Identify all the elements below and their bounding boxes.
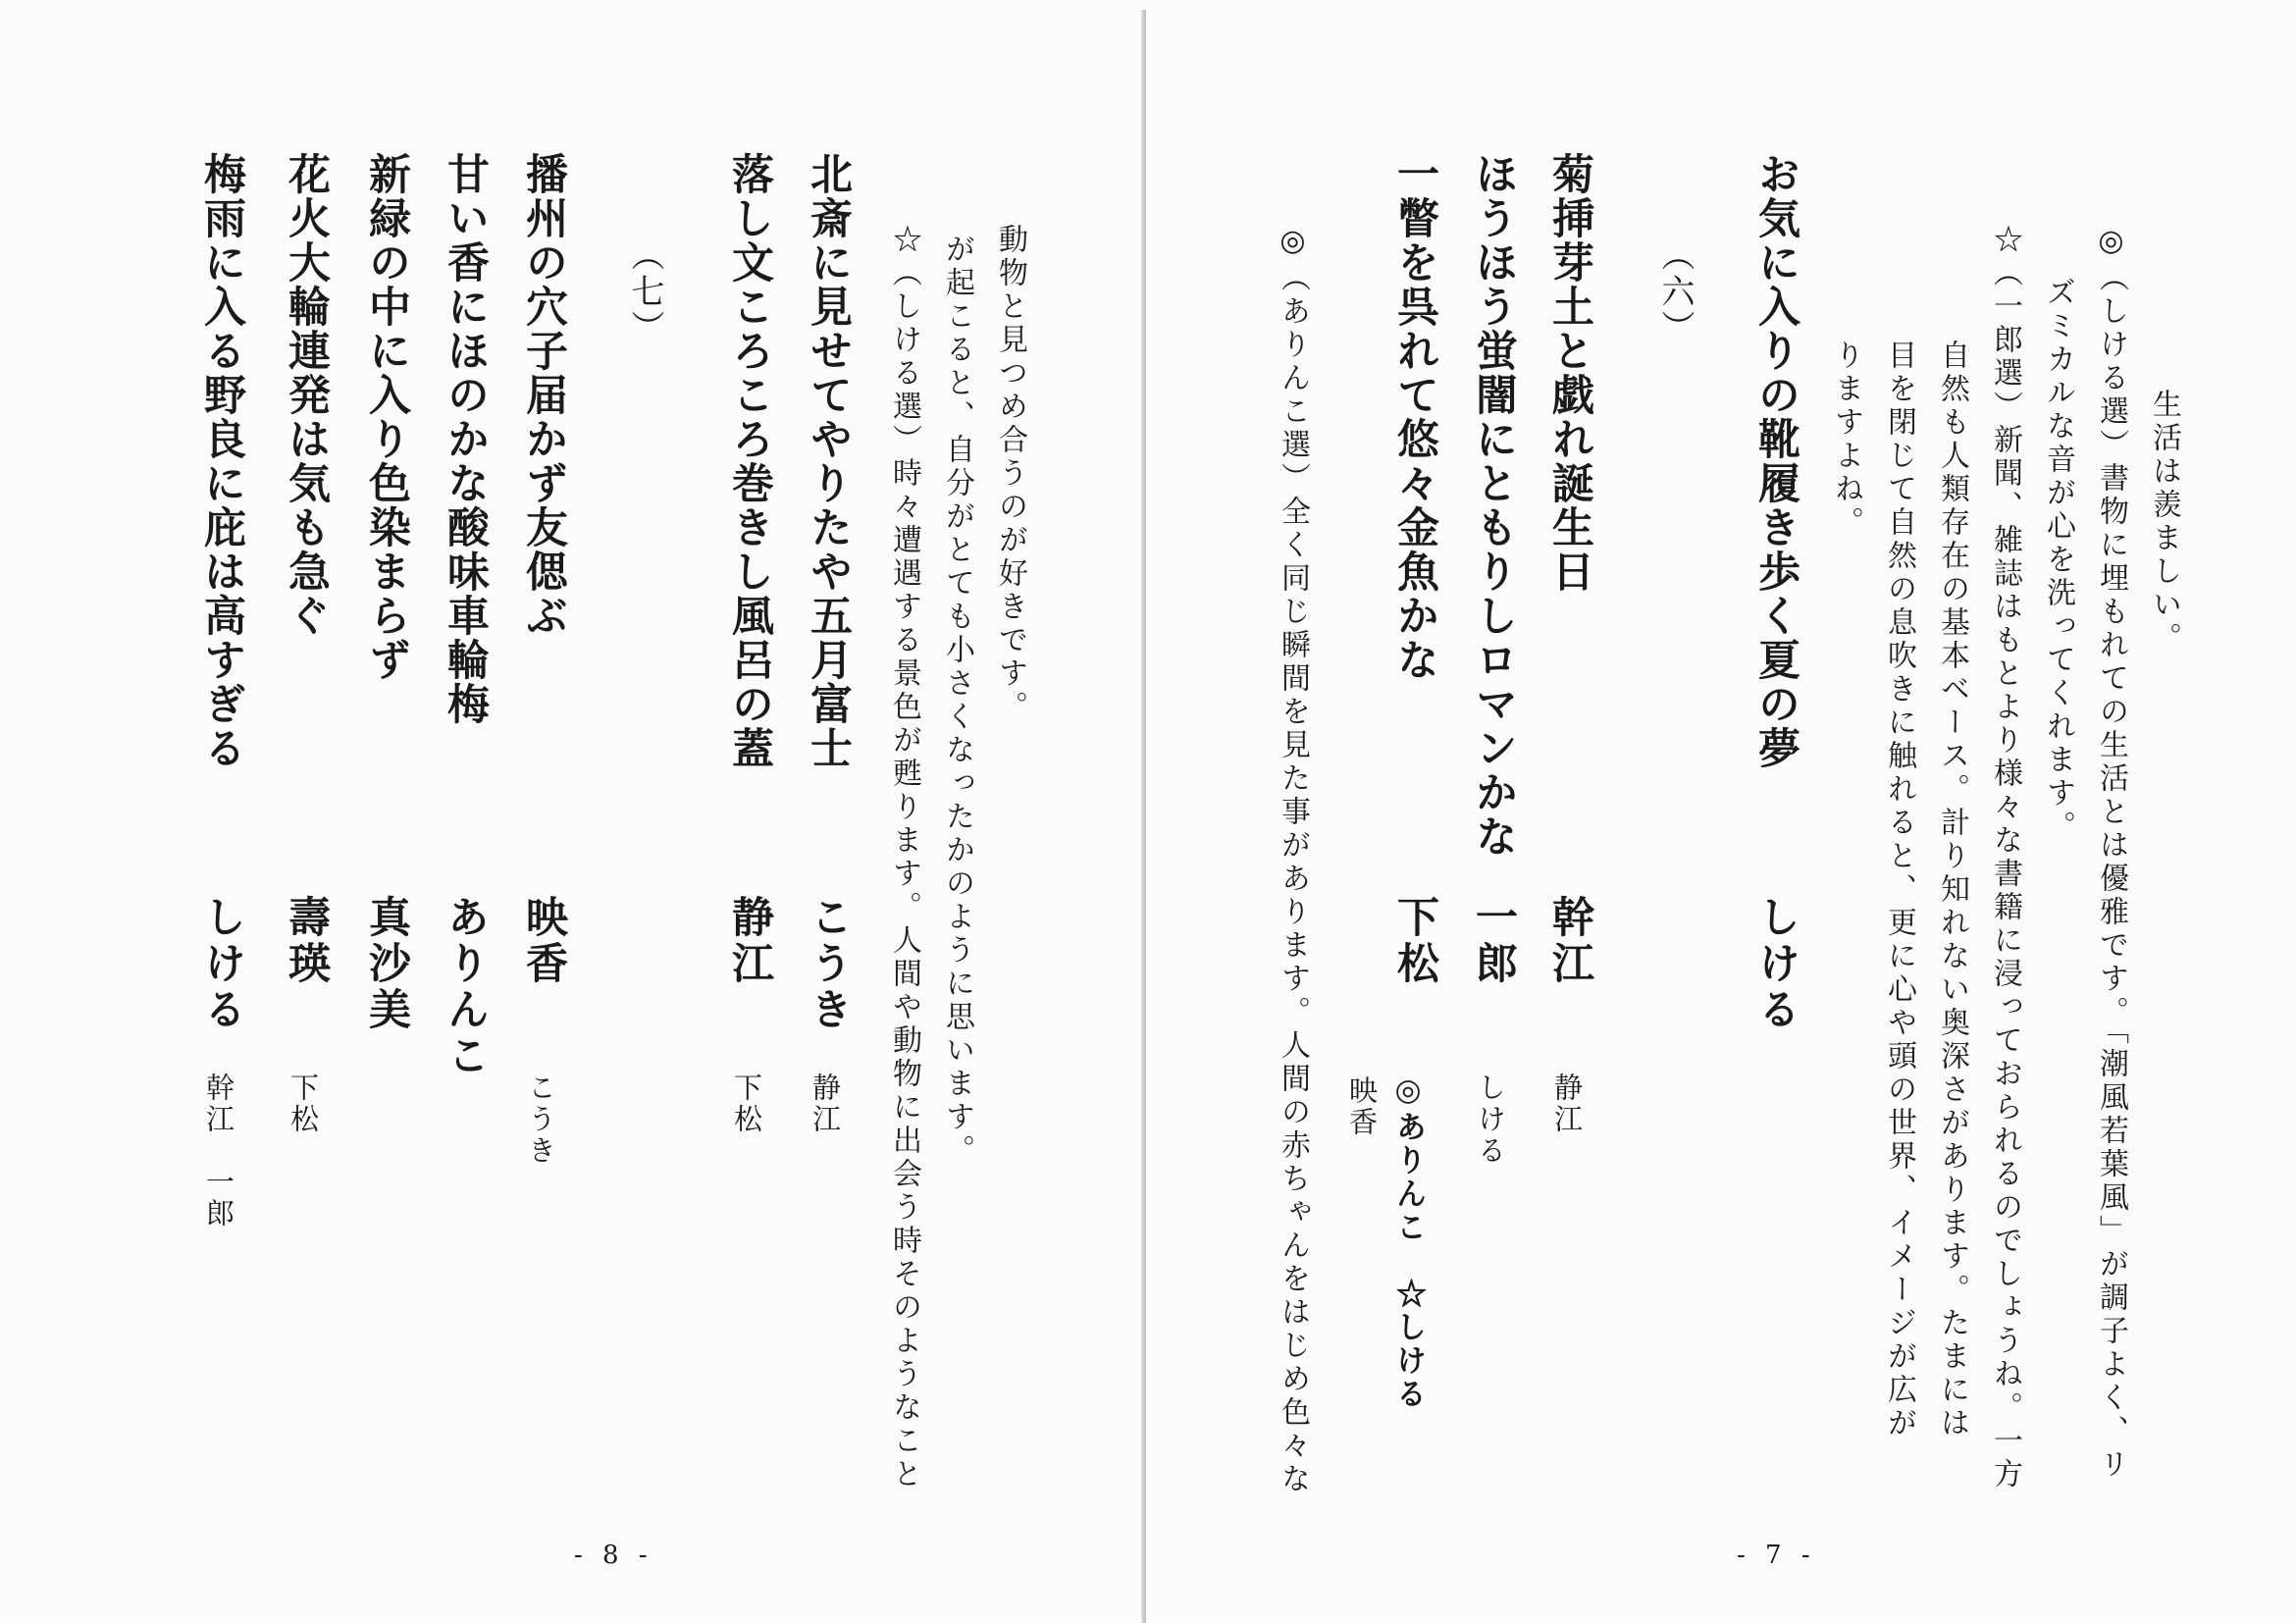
haiku-text: 落し文ころころ巻きし風呂の蓋 [725, 152, 774, 770]
comment-line: 動物と見つめ合うのが好きです。 [993, 224, 1027, 724]
featured-poet: しける [1751, 895, 1800, 1033]
poet-name: 壽瑛 [282, 895, 331, 987]
featured-haiku: お気に入りの靴履き歩く夏の夢 [1751, 152, 1800, 770]
comment-line: ズミカルな音が心を洗ってくれます。 [2041, 277, 2075, 844]
poet-name: 幹江 [1545, 895, 1594, 987]
selector-names: 静江 [1550, 1073, 1584, 1135]
selector-names: 下松 [287, 1073, 320, 1135]
selector-names: 幹江 一郎 [202, 1073, 235, 1230]
comment-line: 目を閉じて自然の息吹きに触れると、更に心や頭の世界、イメージが広が [1882, 340, 1916, 1440]
poet-name: こうき [804, 895, 853, 1033]
haiku-text: ほうほう蛍闇にともりしロマンかな [1469, 152, 1518, 859]
selector-names: こうき [524, 1073, 557, 1167]
poet-name: 静江 [725, 895, 774, 987]
selector-names: しける [1474, 1073, 1507, 1167]
haiku-text: 播州の穴子届かず友偲ぶ [519, 152, 568, 638]
comment-line: りますよね。 [1829, 340, 1863, 540]
poet-name: 一郎 [1469, 895, 1518, 987]
page-8 [0, 0, 1146, 1623]
page-number: - 8 - [574, 1541, 653, 1570]
comment-head: ◎（ありんこ選）全く同じ瞬間を見た事があります。人間の赤ちゃんをはじめ色々な [1276, 224, 1310, 1496]
haiku-text: 梅雨に入る野良に庇は高すぎる [197, 152, 246, 770]
selector-names: 下松 [730, 1073, 763, 1135]
page-7 [1146, 0, 2296, 1623]
selector-names: 映香 [1345, 1075, 1379, 1138]
poet-name: ありんこ [441, 895, 490, 1079]
poet-name: しける [197, 895, 246, 1033]
section-label: （六） [1655, 237, 1695, 346]
selector-names: 静江 [809, 1073, 842, 1135]
poet-name: 映香 [519, 895, 568, 987]
comment-line: が起こると、自分がとても小さくなったかのように思います。 [940, 234, 974, 1168]
comment-line: 自然も人類存在の基本ベース。計り知れない奥深さがあります。たまには [1935, 340, 1969, 1440]
comment-head: ☆（しける選）時々遭遇する景色が甦ります。人間や動物に出会う時そのようなこと [887, 224, 921, 1492]
poet-name: 真沙美 [362, 895, 411, 1033]
haiku-text: 北斎に見せてやりたや五月富士 [804, 152, 853, 770]
comment-line: 生活は羨ましい。 [2147, 389, 2181, 655]
page-number: - 7 - [1737, 1541, 1816, 1570]
haiku-text: 甘い香にほのかな酸味車輪梅 [441, 152, 490, 726]
haiku-text: 菊挿芽土と戯れ誕生日 [1545, 152, 1594, 594]
comment-head: ◎（しける選）書物に埋もれての生活とは優雅です。「潮風若葉風」が調子よく、リ [2094, 224, 2128, 1482]
poet-name: 下松 [1390, 895, 1439, 987]
haiku-text: 花火大輪連発は気も急ぐ [282, 152, 331, 638]
selector-names: ◎ありんこ ☆しける [1390, 1073, 1426, 1411]
haiku-text: 一瞥を呉れて悠々金魚かな [1390, 152, 1439, 682]
comment-head: ☆（一郎選）新聞、雑誌はもとより様々な書籍に浸っておられるのでしょうね。一方 [1988, 224, 2022, 1492]
haiku-text: 新緑の中に入り色染まらず [362, 152, 411, 682]
section-label: （七） [625, 237, 664, 346]
